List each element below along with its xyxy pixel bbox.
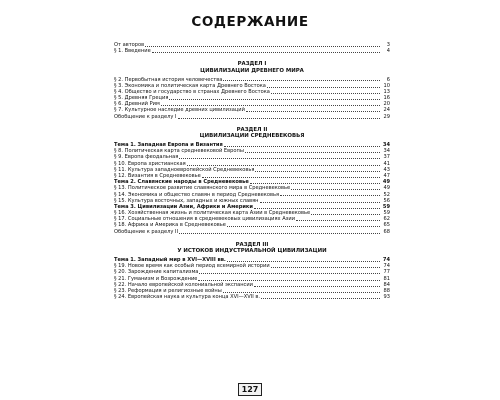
- toc-entry-page: 20: [383, 101, 390, 108]
- toc-entry-page: 6: [386, 76, 390, 83]
- toc-entry-page: 10: [383, 82, 390, 89]
- toc-entry-page: 56: [383, 197, 390, 204]
- dot-leader: [224, 146, 380, 147]
- toc-entry: [114, 229, 390, 235]
- dot-leader: [179, 158, 380, 159]
- dot-leader: [291, 189, 380, 190]
- toc-entry-page: 74: [383, 263, 390, 270]
- toc-entry-title: § 5. Древняя Греция: [114, 95, 169, 102]
- toc-entry-page: 59: [382, 203, 390, 210]
- dot-leader: [179, 233, 380, 234]
- toc-entry-title: § 3. Экономика и политическая карта Древнего Востока: [114, 82, 266, 89]
- toc-entry-page: 49: [382, 179, 390, 186]
- toc-entry-title: § 22. Начало европейской колониальной экспансии: [114, 281, 253, 288]
- toc-entry-title: § 11. Культура западноевропейской Средневековья: [114, 166, 255, 173]
- toc-entry-title: Тема 1. Западная Европа и Византия: [114, 142, 223, 149]
- toc-entry-page: 34: [383, 148, 390, 155]
- toc-entry-title: § 19. Новое время как особый период всемирной истории: [114, 263, 270, 270]
- toc-entry-page: 93: [383, 294, 390, 301]
- toc-entry-page: 77: [383, 269, 390, 276]
- toc-entry-page: 34: [382, 142, 390, 149]
- toc-entry-page: 81: [383, 275, 390, 282]
- toc-entry-title: § 10. Европа христианская: [114, 160, 186, 167]
- toc-entry-title: § 2. Первобытная история человечества: [114, 76, 223, 83]
- toc-entry-page: 59: [383, 210, 390, 217]
- dot-leader: [271, 267, 380, 268]
- dot-leader: [267, 87, 380, 88]
- toc-entry-title: § 14. Экономика и общество славян в период Средневековья: [114, 191, 280, 198]
- toc-entry-title: От авторов: [114, 41, 145, 48]
- toc-entry-page: 37: [383, 154, 390, 161]
- toc-entry-title: § 24. Европейская наука и культура конца XVI—XVII в.: [114, 294, 260, 301]
- dot-leader: [199, 273, 380, 274]
- dot-leader: [161, 105, 380, 106]
- dot-leader: [311, 214, 380, 215]
- toc-entry-page: 52: [383, 191, 390, 198]
- toc-entry-page: 88: [383, 287, 390, 294]
- toc-entry-title: § 18. Африка и Америка в Средневековье: [114, 222, 226, 229]
- section-label: РАЗДЕЛ II: [236, 126, 268, 133]
- toc-entry: [114, 294, 390, 300]
- page-number: 127: [238, 383, 262, 396]
- page-title: СОДЕРЖАНИЕ: [191, 14, 309, 30]
- table-of-contents: [114, 42, 390, 300]
- toc-entry-page: 3: [386, 41, 390, 48]
- dot-leader: [223, 292, 380, 293]
- toc-entry-page: 24: [383, 107, 390, 114]
- toc-entry-title: § 13. Политическое развитие славянского мира в Средневековье: [114, 185, 291, 192]
- toc-entry-page: 65: [383, 222, 390, 229]
- dot-leader: [261, 298, 380, 299]
- toc-entry-title: § 20. Зарождение капитализма: [114, 269, 199, 276]
- toc-entry-page: 49: [383, 185, 390, 192]
- toc-entry-page: 41: [383, 160, 390, 167]
- dot-leader: [187, 165, 380, 166]
- toc-entry-title: § 8. Политическая карта средневековой Европы: [114, 148, 244, 155]
- toc-entry: [114, 48, 390, 54]
- intro-list: [114, 42, 390, 54]
- toc-entry-title: § 17. Социальные отношения в средневековых цивилизациях Азии: [114, 216, 296, 223]
- dot-leader: [254, 208, 380, 209]
- toc-entry-page: 43: [383, 166, 390, 173]
- dot-leader: [255, 171, 380, 172]
- section-label: РАЗДЕЛ I: [237, 61, 267, 68]
- dot-leader: [250, 183, 380, 184]
- toc-entry-title: § 12. Византия в Средневековье: [114, 172, 201, 179]
- toc-entry-page: 13: [383, 88, 390, 95]
- section-label: РАЗДЕЛ III: [235, 241, 269, 248]
- toc-entry-title: § 4. Общество и государство в странах Древнего Востока: [114, 88, 270, 95]
- toc-entry-title: § 21. Гуманизм и Возрождение: [114, 275, 198, 282]
- dot-leader: [178, 118, 380, 119]
- dot-leader: [246, 111, 380, 112]
- dot-leader: [145, 46, 380, 47]
- dot-leader: [227, 261, 380, 262]
- toc-entry-title: § 9. Европа феодальная: [114, 154, 179, 161]
- dot-leader: [271, 93, 380, 94]
- toc-entry-page: 47: [383, 172, 390, 179]
- section-name: ЦИВИЛИЗАЦИИ ДРЕВНЕГО МИРА: [200, 67, 304, 74]
- toc-entry-title: Тема 3. Цивилизации Азии, Африки и Америки: [114, 203, 253, 210]
- toc-entry-title: Тема 1. Западный мир в XVI—XVIII вв.: [114, 257, 226, 264]
- toc-entry: [114, 114, 390, 120]
- dot-leader: [152, 52, 380, 53]
- toc-entry-page: 74: [382, 257, 390, 264]
- toc-entry-title: Тема 2. Славянские народы в Средневековье: [114, 179, 249, 186]
- sections-list: [114, 61, 390, 300]
- toc-entry-page: 4: [386, 48, 390, 55]
- dot-leader: [245, 152, 380, 153]
- dot-leader: [223, 80, 380, 81]
- section-name: ЦИВИЛИЗАЦИИ СРЕДНЕВЕКОВЬЯ: [199, 133, 305, 140]
- toc-entry-title: § 6. Древний Рим: [114, 101, 160, 108]
- toc-entry-page: 84: [383, 281, 390, 288]
- toc-entry-page: 29: [383, 113, 390, 120]
- toc-entry-page: 62: [383, 216, 390, 223]
- dot-leader: [296, 220, 380, 221]
- toc-entry-title: Обобщение к разделу II: [114, 228, 179, 235]
- dot-leader: [280, 195, 380, 196]
- dot-leader: [198, 280, 380, 281]
- toc-entry-title: § 23. Реформация и религиозные войны: [114, 287, 222, 294]
- toc-entry-title: § 16. Хозяйственная жизнь и политическая карта Азии в Средневековье: [114, 210, 311, 217]
- dot-leader: [202, 177, 380, 178]
- toc-entry-title: § 7. Культурное наследие древних цивилизаций: [114, 107, 245, 114]
- toc-entry-title: Обобщение к разделу I: [114, 113, 177, 120]
- dot-leader: [169, 99, 380, 100]
- toc-entry-page: 68: [383, 228, 390, 235]
- toc-entry-title: § 1. Введение: [114, 48, 151, 55]
- dot-leader: [227, 226, 380, 227]
- toc-entry-page: 16: [383, 95, 390, 102]
- dot-leader: [254, 286, 380, 287]
- dot-leader: [260, 202, 380, 203]
- section-name: У ИСТОКОВ ИНДУСТРИАЛЬНОЙ ЦИВИЛИЗАЦИИ: [177, 248, 327, 255]
- toc-entry-title: § 15. Культура восточных, западных и южных славян: [114, 197, 259, 204]
